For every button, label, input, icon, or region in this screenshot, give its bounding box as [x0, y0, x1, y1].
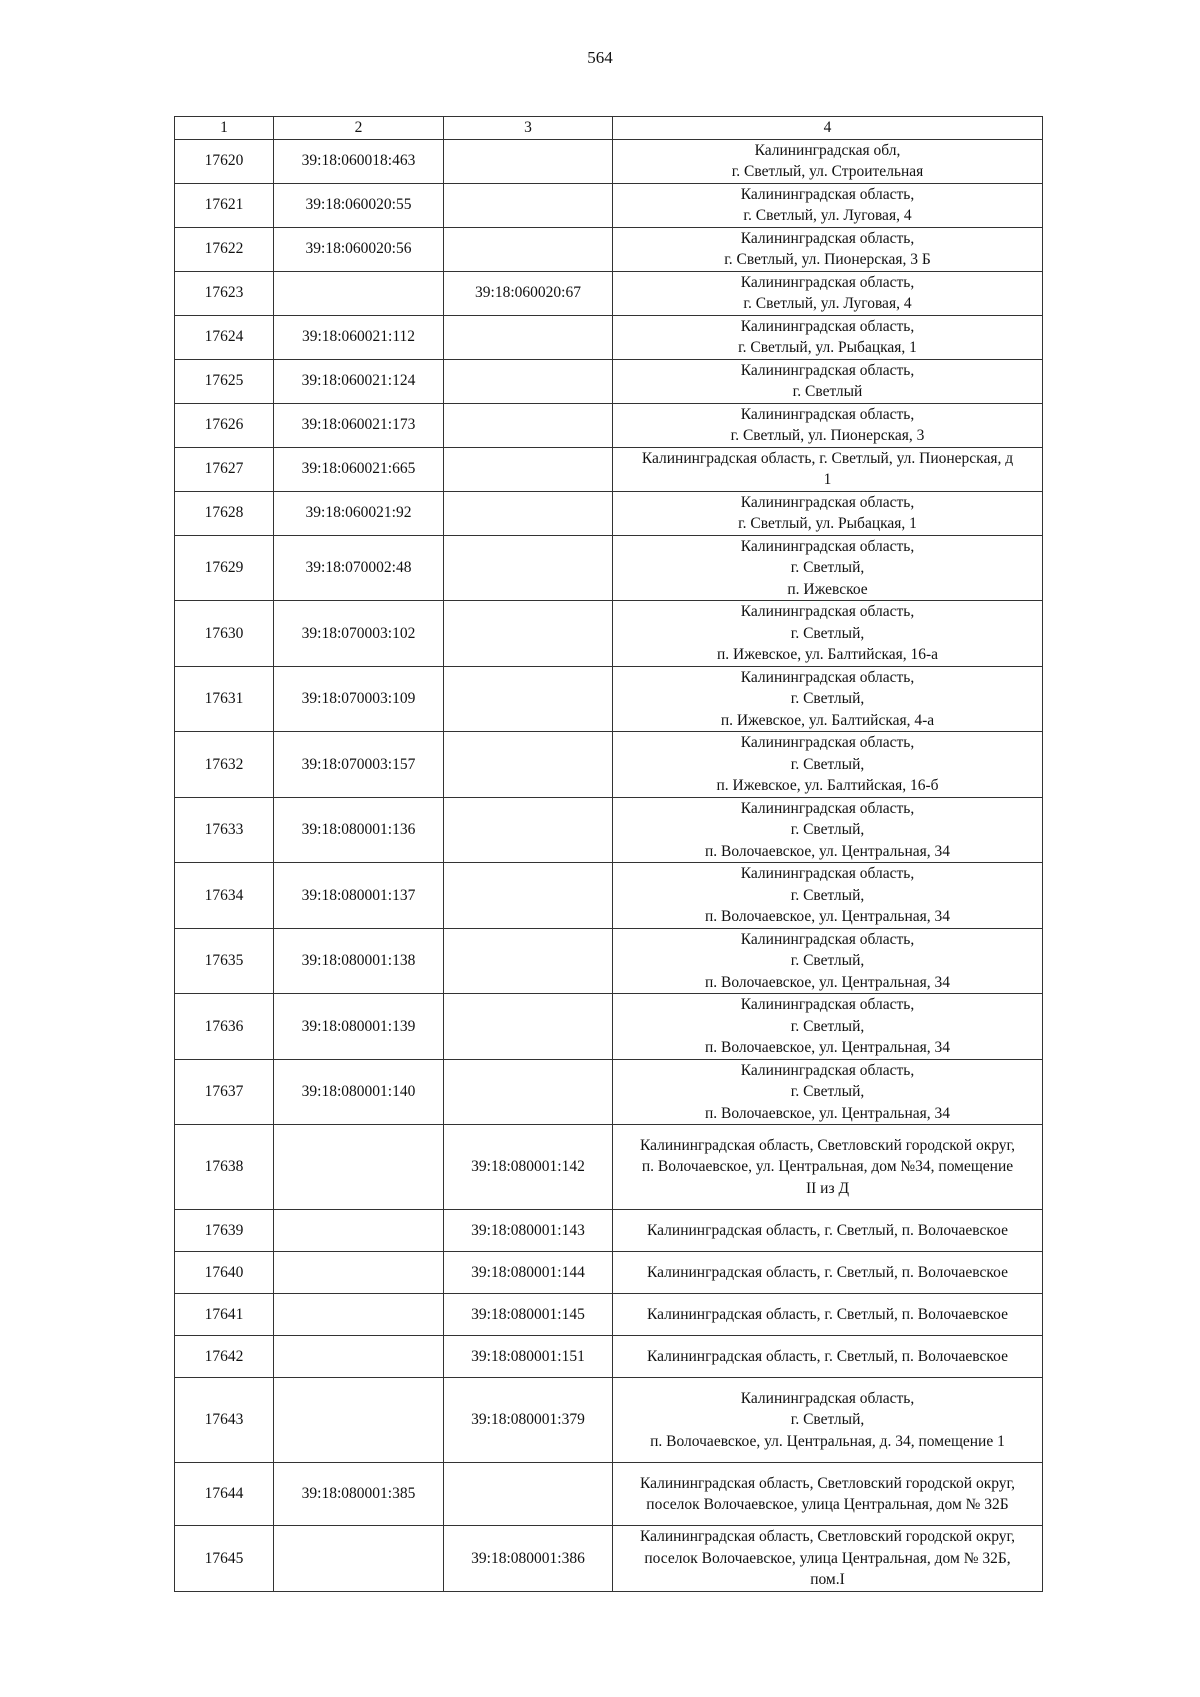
cadastral-number-cell: 39:18:080001:139 [274, 994, 444, 1060]
premises-cadastral-number-cell [444, 227, 613, 271]
address-cell [613, 994, 1043, 1060]
premises-cadastral-number-cell [444, 139, 613, 183]
address-line: п. Волочаевское, ул. Центральная, 34 [705, 842, 950, 860]
address-line: п. Волочаевское, ул. Центральная, д. 34, помещение 1 [650, 1432, 1005, 1450]
registry-table-body [175, 117, 1043, 1592]
column-header-3: 3 [444, 117, 613, 140]
cadastral-number-cell: 39:18:060021:92 [274, 491, 444, 535]
address-line: г. Светлый, ул. Пионерская, 3 [730, 427, 925, 444]
address-cell [613, 732, 1043, 798]
address-line: п. Волочаевское, ул. Центральная, дом №34, помещение [641, 1158, 1014, 1176]
address-line: г. Светлый, [790, 559, 865, 576]
address-line: г. Светлый, ул. Строительная [731, 163, 924, 180]
row-number-cell: 17644 [175, 1463, 274, 1526]
table-row [175, 1210, 1043, 1252]
address-line: Калининградская область, Светловский городской округ, [639, 1528, 1016, 1545]
address-line: г. Светлый, [790, 690, 865, 707]
address-line: Калининградская область, [740, 1389, 915, 1407]
cadastral-number-cell [274, 1125, 444, 1210]
row-number-cell: 17624 [175, 315, 274, 359]
address-line: п. Волочаевское, ул. Центральная, 34 [705, 1039, 950, 1056]
address-cell [613, 1210, 1043, 1252]
address-line: п. Волочаевское, ул. Центральная, 34 [705, 1104, 950, 1122]
address-line: г. Светлый, ул. Рыбацкая, 1 [738, 339, 917, 356]
address-line: Калининградская область, [740, 493, 915, 511]
row-number-cell: 17621 [175, 183, 274, 227]
row-number-cell: 17625 [175, 359, 274, 403]
table-row [175, 1336, 1043, 1378]
cadastral-number-cell [274, 1252, 444, 1294]
table-row [175, 666, 1043, 732]
premises-cadastral-number-cell [444, 1059, 613, 1125]
row-number-cell: 17640 [175, 1252, 274, 1294]
cadastral-number-cell [274, 1378, 444, 1463]
cadastral-number-cell [274, 1294, 444, 1336]
row-number-cell: 17630 [175, 601, 274, 667]
address-line: Калининградская область, [740, 799, 915, 817]
address-line: п. Ижевское, ул. Балтийская, 16-б [716, 777, 939, 794]
address-cell [613, 797, 1043, 863]
table-row [175, 994, 1043, 1060]
address-line: Калининградская область, [740, 537, 915, 555]
row-number-cell: 17628 [175, 491, 274, 535]
cadastral-number-cell: 39:18:060018:463 [274, 139, 444, 183]
address-cell [613, 535, 1043, 601]
premises-cadastral-number-cell [444, 732, 613, 798]
column-header-2: 2 [274, 117, 444, 140]
address-line: Калининградская область, [740, 865, 915, 882]
cadastral-number-cell: 39:18:060021:112 [274, 315, 444, 359]
address-cell [613, 1125, 1043, 1210]
table-row [175, 491, 1043, 535]
cadastral-number-cell: 39:18:070003:102 [274, 601, 444, 667]
row-number-cell: 17632 [175, 732, 274, 798]
table-row [175, 271, 1043, 315]
address-cell [613, 928, 1043, 994]
table-row [175, 403, 1043, 447]
premises-cadastral-number-cell: 39:18:080001:142 [444, 1125, 613, 1210]
premises-cadastral-number-cell: 39:18:060020:67 [444, 271, 613, 315]
page-number: 564 [587, 48, 613, 67]
premises-cadastral-number-cell [444, 1463, 613, 1526]
address-line: г. Светлый, [790, 624, 865, 642]
table-row [175, 227, 1043, 271]
cadastral-number-cell: 39:18:060021:124 [274, 359, 444, 403]
address-line: г. Светлый, [790, 821, 865, 838]
address-cell [613, 1526, 1043, 1592]
address-line: г. Светлый, [790, 886, 865, 904]
address-line: г. Светлый, ул. Пионерская, 3 Б [724, 251, 931, 268]
address-line: поселок Волочаевское, улица Центральная, дом № 32Б, [644, 1549, 1011, 1567]
table-row [175, 1294, 1043, 1336]
address-line: г. Светлый, ул. Рыбацкая, 1 [738, 515, 917, 532]
address-cell [613, 863, 1043, 929]
header-row [175, 117, 1043, 140]
premises-cadastral-number-cell [444, 447, 613, 491]
address-line: Калининградская область, Светловский городской округ, [639, 1136, 1016, 1154]
cadastral-number-cell [274, 1526, 444, 1592]
address-cell [613, 403, 1043, 447]
address-line: Калининградская область, г. Светлый, п. Волочаевское [647, 1305, 1008, 1323]
address-cell [613, 1252, 1043, 1294]
table-row [175, 1378, 1043, 1463]
row-number-cell: 17642 [175, 1336, 274, 1378]
address-line: г. Светлый, [790, 755, 865, 773]
address-line: г. Светлый, ул. Луговая, 4 [743, 295, 912, 312]
address-line: п. Ижевское, ул. Балтийская, 16-а [716, 646, 939, 663]
address-line: 1 [823, 471, 832, 488]
premises-cadastral-number-cell [444, 863, 613, 929]
row-number-cell: 17643 [175, 1378, 274, 1463]
premises-cadastral-number-cell [444, 928, 613, 994]
premises-cadastral-number-cell: 39:18:080001:144 [444, 1252, 613, 1294]
address-line: II из Д [805, 1179, 850, 1197]
address-cell [613, 315, 1043, 359]
premises-cadastral-number-cell: 39:18:080001:145 [444, 1294, 613, 1336]
cadastral-number-cell: 39:18:080001:137 [274, 863, 444, 929]
address-line: Калининградская область, [740, 361, 915, 379]
premises-cadastral-number-cell [444, 183, 613, 227]
premises-cadastral-number-cell: 39:18:080001:143 [444, 1210, 613, 1252]
address-cell [613, 1059, 1043, 1125]
table-row [175, 535, 1043, 601]
row-number-cell: 17627 [175, 447, 274, 491]
premises-cadastral-number-cell [444, 403, 613, 447]
address-line: Калининградская область, г. Светлый, п. Волочаевское [647, 1221, 1008, 1239]
table-row [175, 1463, 1043, 1526]
table-row [175, 797, 1043, 863]
cadastral-number-cell: 39:18:060021:665 [274, 447, 444, 491]
table-row [175, 1125, 1043, 1210]
table-row [175, 863, 1043, 929]
address-line: Калининградская область, [740, 668, 915, 686]
premises-cadastral-number-cell [444, 359, 613, 403]
table-row [175, 359, 1043, 403]
address-line: Калининградская область, [740, 229, 915, 247]
address-line: поселок Волочаевское, улица Центральная, дом № 32Б [646, 1496, 1009, 1513]
table-row [175, 928, 1043, 994]
cadastral-number-cell [274, 1336, 444, 1378]
row-number-cell: 17639 [175, 1210, 274, 1252]
address-line: п. Ижевское [787, 580, 868, 598]
table-row [175, 732, 1043, 798]
row-number-cell: 17635 [175, 928, 274, 994]
address-line: пом.I [810, 1571, 845, 1588]
row-number-cell: 17641 [175, 1294, 274, 1336]
premises-cadastral-number-cell [444, 491, 613, 535]
cadastral-number-cell [274, 271, 444, 315]
row-number-cell: 17622 [175, 227, 274, 271]
address-cell [613, 227, 1043, 271]
address-line: Калининградская область, г. Светлый, п. Волочаевское [647, 1347, 1008, 1365]
cadastral-number-cell: 39:18:080001:136 [274, 797, 444, 863]
address-cell [613, 666, 1043, 732]
row-number-cell: 17626 [175, 403, 274, 447]
address-line: Калининградская область, г. Светлый, п. Волочаевское [647, 1263, 1008, 1281]
address-line: Калининградская область, [740, 603, 915, 620]
address-line: Калининградская область, [740, 405, 915, 423]
row-number-cell: 17629 [175, 535, 274, 601]
registry-table [174, 116, 1043, 1592]
row-number-cell: 17634 [175, 863, 274, 929]
row-number-cell: 17637 [175, 1059, 274, 1125]
address-line: г. Светлый, [790, 1017, 865, 1035]
table-row [175, 139, 1043, 183]
address-line: п. Волочаевское, ул. Центральная, 34 [705, 973, 950, 991]
address-line: Калининградская область, [740, 185, 915, 203]
cadastral-number-cell: 39:18:080001:385 [274, 1463, 444, 1526]
cadastral-number-cell [274, 1210, 444, 1252]
address-line: п. Волочаевское, ул. Центральная, 34 [705, 908, 950, 925]
row-number-cell: 17631 [175, 666, 274, 732]
address-line: Калининградская область, [740, 996, 915, 1013]
address-cell [613, 491, 1043, 535]
address-cell [613, 601, 1043, 667]
address-line: п. Ижевское, ул. Балтийская, 4-а [720, 711, 935, 729]
table-row [175, 601, 1043, 667]
premises-cadastral-number-cell: 39:18:080001:386 [444, 1526, 613, 1592]
address-line: Калининградская область, [740, 734, 915, 751]
cadastral-number-cell: 39:18:070002:48 [274, 535, 444, 601]
premises-cadastral-number-cell [444, 601, 613, 667]
cadastral-number-cell: 39:18:080001:140 [274, 1059, 444, 1125]
row-number-cell: 17633 [175, 797, 274, 863]
table-row [175, 315, 1043, 359]
cadastral-number-cell: 39:18:060020:55 [274, 183, 444, 227]
cadastral-number-cell: 39:18:060020:56 [274, 227, 444, 271]
row-number-cell: 17636 [175, 994, 274, 1060]
row-number-cell: 17623 [175, 271, 274, 315]
table-row [175, 1059, 1043, 1125]
address-line: Калининградская обл, [754, 141, 901, 159]
address-line: г. Светлый [792, 383, 863, 400]
table-row [175, 447, 1043, 491]
address-cell [613, 1378, 1043, 1463]
cadastral-number-cell: 39:18:070003:109 [274, 666, 444, 732]
table-row [175, 183, 1043, 227]
row-number-cell: 17620 [175, 139, 274, 183]
address-line: г. Светлый, [790, 952, 865, 969]
address-line: Калининградская область, г. Светлый, ул. Пионерская, д [641, 449, 1014, 467]
premises-cadastral-number-cell [444, 535, 613, 601]
table-row [175, 1252, 1043, 1294]
cadastral-number-cell: 39:18:070003:157 [274, 732, 444, 798]
column-header-4: 4 [613, 117, 1043, 140]
column-header-1: 1 [175, 117, 274, 140]
cadastral-number-cell: 39:18:080001:138 [274, 928, 444, 994]
address-line: г. Светлый, [790, 1083, 865, 1100]
table-row [175, 1526, 1043, 1592]
row-number-cell: 17645 [175, 1526, 274, 1592]
address-cell [613, 271, 1043, 315]
address-line: Калининградская область, [740, 930, 915, 948]
address-cell [613, 1336, 1043, 1378]
address-cell [613, 183, 1043, 227]
address-cell [613, 139, 1043, 183]
address-line: Калининградская область, [740, 317, 915, 335]
row-number-cell: 17638 [175, 1125, 274, 1210]
address-line: г. Светлый, [790, 1411, 865, 1429]
cadastral-number-cell: 39:18:060021:173 [274, 403, 444, 447]
premises-cadastral-number-cell [444, 315, 613, 359]
premises-cadastral-number-cell: 39:18:080001:379 [444, 1378, 613, 1463]
address-cell [613, 1294, 1043, 1336]
address-cell [613, 447, 1043, 491]
address-line: Калининградская область, [740, 1061, 915, 1079]
address-cell [613, 359, 1043, 403]
address-line: г. Светлый, ул. Луговая, 4 [743, 207, 912, 224]
premises-cadastral-number-cell [444, 797, 613, 863]
premises-cadastral-number-cell [444, 994, 613, 1060]
premises-cadastral-number-cell [444, 666, 613, 732]
premises-cadastral-number-cell: 39:18:080001:151 [444, 1336, 613, 1378]
address-cell [613, 1463, 1043, 1526]
address-line: Калининградская область, [740, 273, 915, 291]
address-line: Калининградская область, Светловский городской округ, [639, 1474, 1016, 1492]
